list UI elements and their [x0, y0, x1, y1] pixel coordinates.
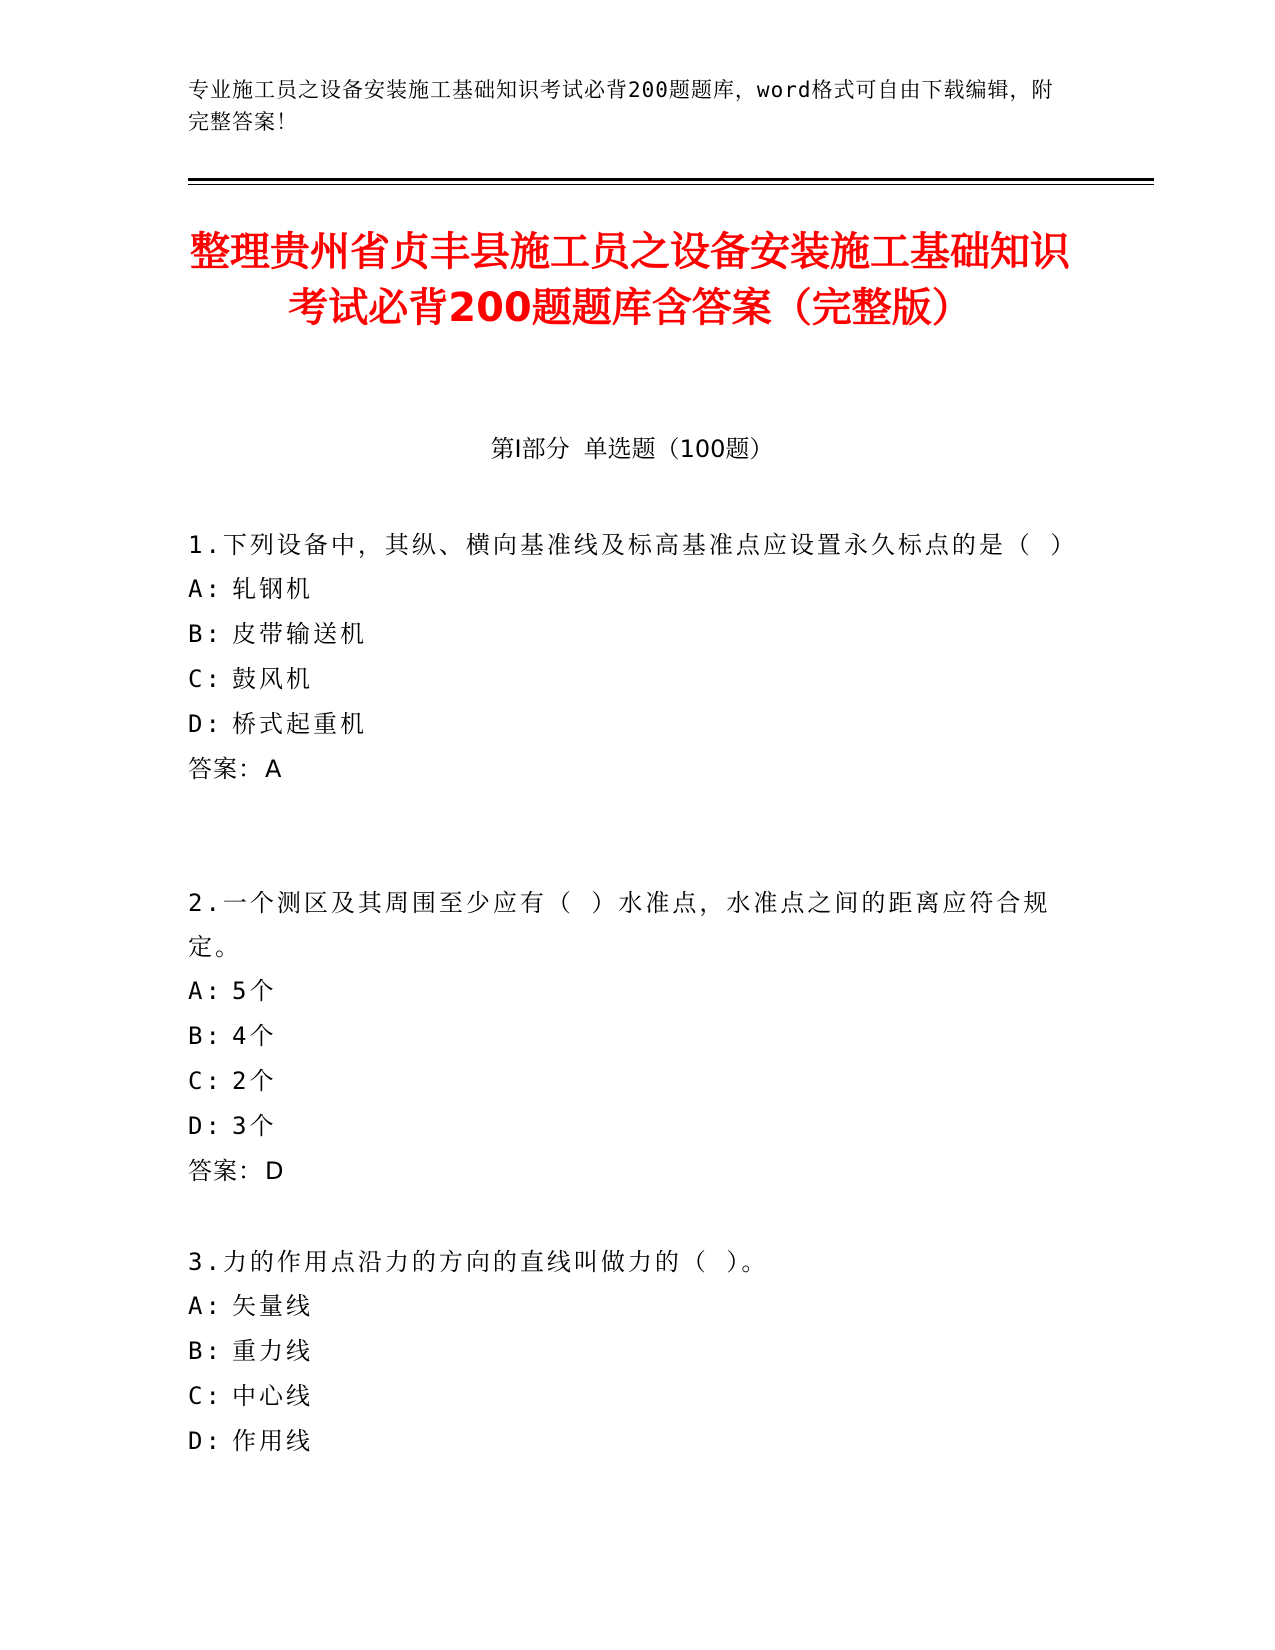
option-a [188, 969, 1068, 1014]
header-note: 专业施工员之设备安装施工基础知识考试必背200题题库，word格式可自由下载编辑，附完整答案！ [188, 78, 1054, 134]
question-2 [188, 881, 1068, 1193]
question-stem: 1.下列设备中，其纵、横向基准线及标高基准点应设置永久标点的是（ ） [188, 531, 1078, 559]
question-1 [188, 523, 1078, 791]
option-a [188, 1284, 1068, 1329]
header-divider-thick [188, 178, 1154, 181]
option-letter: C: [188, 1382, 223, 1410]
option-b [188, 1014, 1068, 1059]
option-text: 4个 [232, 1022, 277, 1050]
question-stem: 2.一个测区及其周围至少应有（ ）水准点，水准点之间的距离应符合规定。 [188, 889, 1051, 961]
option-letter: A: [188, 977, 223, 1005]
option-text: 中心线 [232, 1382, 313, 1410]
option-letter: C: [188, 665, 223, 693]
answer-line [188, 1149, 1068, 1193]
option-text: 5个 [232, 977, 277, 1005]
answer-label: 答案： [188, 1157, 263, 1185]
option-d [188, 1419, 1068, 1464]
option-text: 轧钢机 [232, 575, 313, 603]
header-divider-thin [188, 184, 1154, 185]
answer-value: D [265, 1157, 285, 1185]
option-c [188, 1059, 1068, 1104]
option-letter: A: [188, 1292, 223, 1320]
answer-line [188, 747, 1068, 791]
section-name: 单选题（100题） [583, 435, 774, 463]
option-letter: A: [188, 575, 223, 603]
option-c [188, 657, 1068, 702]
option-b [188, 612, 1068, 657]
option-letter: D: [188, 1427, 223, 1455]
option-letter: C: [188, 1067, 223, 1095]
section-part: 第Ⅰ部分 [490, 435, 570, 463]
answer-value: A [265, 755, 283, 783]
option-letter: B: [188, 1022, 223, 1050]
option-b [188, 1329, 1068, 1374]
option-text: 3个 [232, 1112, 277, 1140]
option-text: 皮带输送机 [232, 620, 367, 648]
option-letter: B: [188, 1337, 223, 1365]
document-title: 整理贵州省贞丰县施工员之设备安装施工基础知识考试必背200题题库含答案（完整版） [190, 229, 1070, 331]
option-d [188, 1104, 1068, 1149]
question-stem: 3.力的作用点沿力的方向的直线叫做力的（ ）。 [188, 1248, 769, 1276]
option-text: 鼓风机 [232, 665, 313, 693]
option-text: 矢量线 [232, 1292, 313, 1320]
option-text: 作用线 [232, 1427, 313, 1455]
option-c [188, 1374, 1068, 1419]
option-d [188, 702, 1068, 747]
option-text: 2个 [232, 1067, 277, 1095]
option-text: 桥式起重机 [232, 710, 367, 738]
option-letter: D: [188, 710, 223, 738]
option-letter: D: [188, 1112, 223, 1140]
answer-label: 答案： [188, 755, 263, 783]
section-heading [188, 432, 1076, 466]
option-a [188, 567, 1068, 612]
option-text: 重力线 [232, 1337, 313, 1365]
question-3 [188, 1240, 1068, 1464]
option-letter: B: [188, 620, 223, 648]
